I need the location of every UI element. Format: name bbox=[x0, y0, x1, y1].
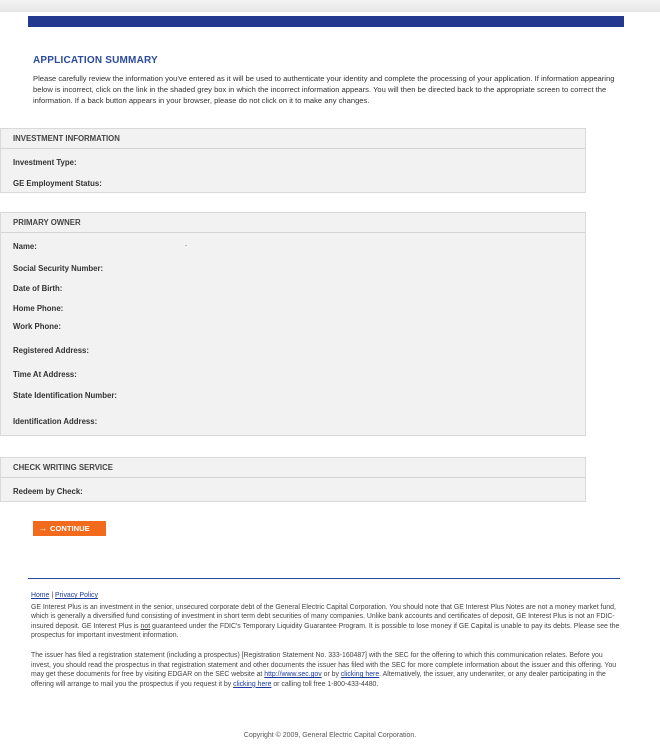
browser-top-band bbox=[0, 0, 660, 12]
dob-label: Date of Birth: bbox=[13, 284, 63, 293]
main-content bbox=[33, 55, 618, 106]
disclosure-text: or calling toll free 1-800-433-4480. bbox=[271, 680, 379, 688]
primary-owner-title: PRIMARY OWNER bbox=[1, 213, 585, 233]
check-writing-title: CHECK WRITING SERVICE bbox=[1, 458, 585, 478]
header-bar bbox=[28, 16, 624, 27]
page-title: APPLICATION SUMMARY bbox=[33, 55, 158, 66]
registered-address-label: Registered Address: bbox=[13, 346, 89, 355]
footer bbox=[31, 591, 621, 689]
disclosure-text: guaranteed under the FDIC's Temporary Liquidity Guarantee Program. It is possible to lose money if GE Capital is unable to pay its debts. Please see the prospectus for important investment information. bbox=[31, 622, 620, 640]
clicking-here-link-1[interactable]: clicking here bbox=[340, 671, 380, 679]
primary-owner-section[interactable] bbox=[0, 212, 586, 436]
investment-type-label: Investment Type: bbox=[13, 158, 77, 167]
disclosure-text: or by bbox=[321, 671, 341, 679]
faint-mark bbox=[185, 245, 187, 246]
investment-information-section[interactable] bbox=[0, 128, 586, 193]
link-separator: | bbox=[51, 592, 54, 599]
arrow-right-icon: → bbox=[38, 523, 47, 533]
disclosure-paragraph-2 bbox=[31, 651, 621, 689]
disclosure-text: . Alternatively, the issuer, any underwriter, or any dealer participating in the offering will arrange to mail you the prospectus if you request it by bbox=[31, 671, 606, 688]
continue-button[interactable] bbox=[33, 521, 106, 536]
state-id-label: State Identification Number: bbox=[13, 391, 117, 400]
identification-address-label: Identification Address: bbox=[13, 417, 98, 426]
time-at-address-label: Time At Address: bbox=[13, 370, 77, 379]
clicking-here-link-2[interactable]: clicking here bbox=[233, 680, 272, 688]
footer-divider bbox=[28, 578, 620, 579]
home-link[interactable]: Home bbox=[31, 592, 50, 599]
not-emphasis: not bbox=[140, 622, 151, 630]
disclosure-paragraph-1 bbox=[31, 603, 621, 641]
check-writing-section[interactable] bbox=[0, 457, 586, 502]
disclosure-text: GE Interest Plus is an investment in the senior, unsecured corporate debt of the General Electric Capital Corporation. You should note that GE Interest Plus Notes are not a money market fund, which is generally a diversified fund consisting of investment in short term debt securities of many companies. Unlike bank accounts and certificates of deposit, GE Interest Plus is not an FDIC-insured deposit. GE Interest Plus is bbox=[31, 603, 616, 630]
home-phone-label: Home Phone: bbox=[13, 304, 64, 313]
privacy-policy-link[interactable]: Privacy Policy bbox=[55, 592, 98, 599]
footer-links bbox=[31, 591, 621, 601]
continue-label: CONTINUE bbox=[50, 524, 90, 533]
work-phone-label: Work Phone: bbox=[13, 322, 61, 331]
redeem-by-check-label: Redeem by Check: bbox=[13, 487, 83, 496]
ssn-label: Social Security Number: bbox=[13, 264, 104, 273]
sec-website-link[interactable]: http://www.sec.gov bbox=[264, 671, 322, 679]
investment-information-title: INVESTMENT INFORMATION bbox=[1, 129, 585, 149]
name-label: Name: bbox=[13, 242, 37, 251]
employment-status-label: GE Employment Status: bbox=[13, 179, 102, 188]
disclosure-text: The issuer has filed a registration statement (including a prospectus) [Registration Statement No. 333-160487] with the SEC for the offering to which this communication relates. Before you invest, you should read the prospectus in that registration statement and other documents the issuer has filed with the SEC for more complete information about the issuer and this offering. You may get these documents for free by visiting EDGAR on the SEC website at bbox=[31, 651, 617, 679]
copyright: Copyright © 2009, General Electric Capital Corporation. bbox=[243, 732, 417, 739]
intro-text: Please carefully review the information you've entered as it will be used to authenticate your identity and complete the processing of your application. If information appearing below is incorrect, click on the link in the shaded grey box in which the incorrect information appears. You will then be directed back to the appropriate screen to correct the information. If a back button appears in your browser, please do not click on it to make any changes. bbox=[33, 74, 615, 105]
